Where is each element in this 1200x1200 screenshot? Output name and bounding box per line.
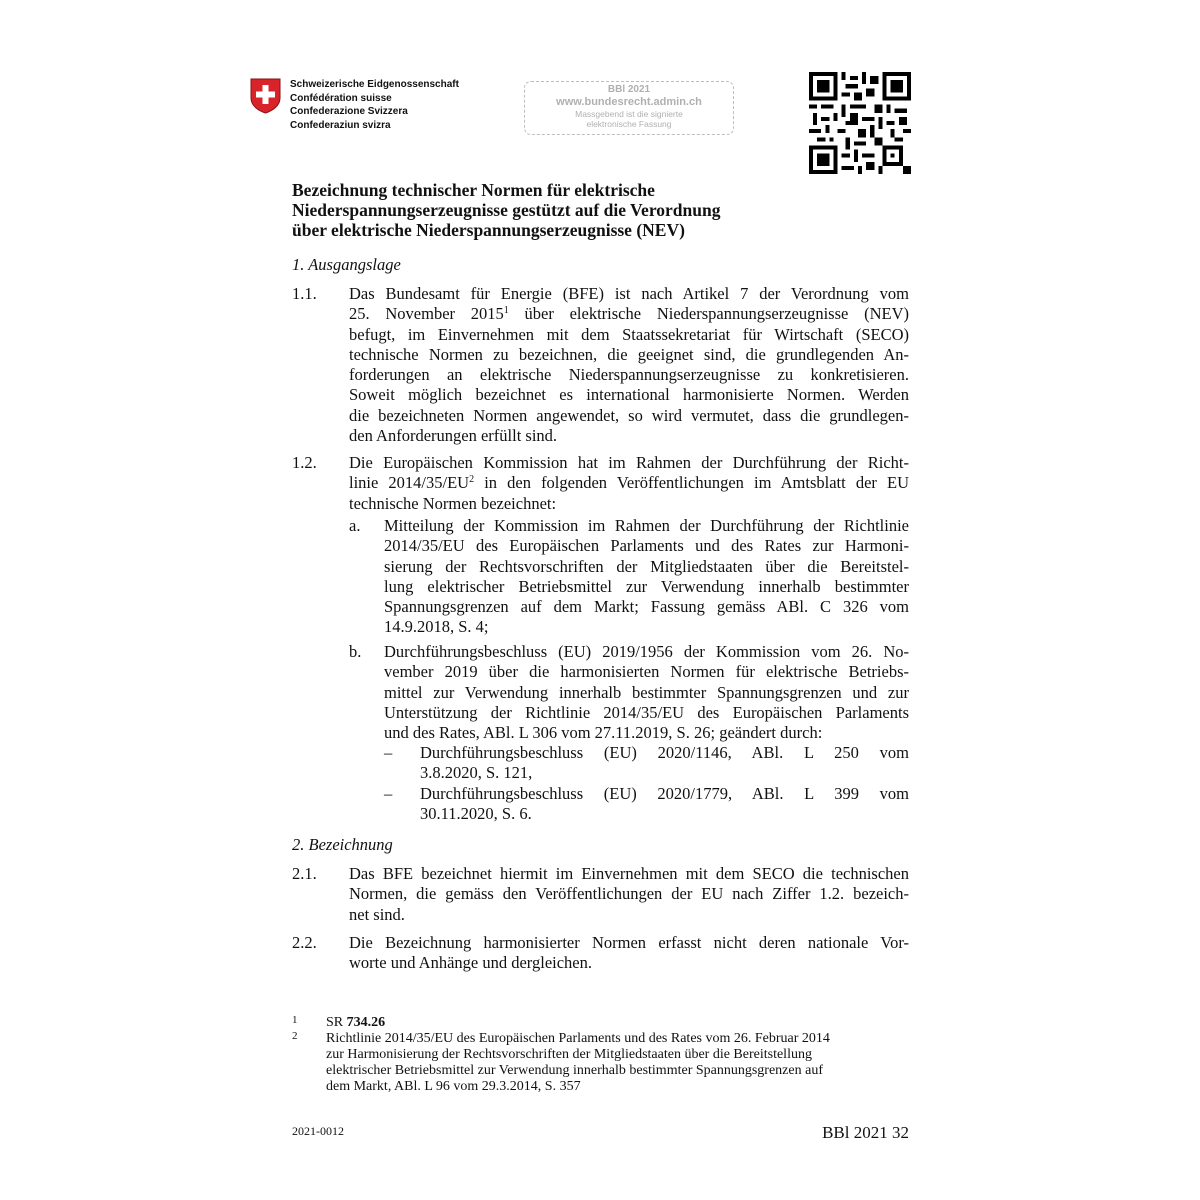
list-label: b. xyxy=(349,642,362,661)
text-line: Normen, die gemäss den Veröffentlichungen der EU nach Ziffer 1.2. bezeich- xyxy=(349,884,909,904)
paragraph-number: 1.1. xyxy=(292,284,317,303)
title-line: Niederspannungserzeugnisse gestützt auf die Verordnung xyxy=(292,200,721,220)
publication-stamp xyxy=(524,81,734,135)
text-line: forderungen an elektrische Niederspannungserzeugnisse zu konkretisieren. xyxy=(349,365,909,385)
text-span: linie 2014/35/EU xyxy=(349,473,470,493)
page-reference: BBl 2021 32 xyxy=(822,1123,909,1142)
text-span: über elektrische Niederspannungserzeugnisse (NEV) xyxy=(508,304,909,324)
text-line: befugt, im Einvernehmen mit dem Staatssekretariat für Wirtschaft (SECO) xyxy=(349,324,909,344)
text-line: Unterstützung der Richtlinie 2014/35/EU des Europäischen Parlaments xyxy=(384,702,909,722)
qr-code-icon xyxy=(809,72,911,174)
title-line: über elektrische Niederspannungserzeugnisse (NEV) xyxy=(292,220,685,240)
text-line: Das BFE bezeichnet hiermit im Einvernehmen mit dem SECO die technischen xyxy=(349,864,909,883)
text-line: 2014/35/EU des Europäischen Parlaments und des Rates zur Harmoni- xyxy=(384,536,909,556)
text-line: vember 2019 über die harmonisierten Normen für elektrische Betriebs- xyxy=(384,662,909,682)
text-line: 14.9.2018, S. 4; xyxy=(384,617,489,637)
text-line: lung elektrischer Betriebsmittel zur Verwendung innerhalb bestimmter xyxy=(384,576,909,596)
paragraph-number: 2.1. xyxy=(292,864,317,883)
list-dash-item xyxy=(384,743,909,784)
footnote-number: 1 xyxy=(292,1014,298,1026)
confederation-name-de: Schweizerische Eidgenossenschaft xyxy=(290,79,459,90)
paragraph-2-2 xyxy=(292,933,909,974)
paragraph-1-2 xyxy=(292,453,909,514)
footnotes xyxy=(292,1015,912,1095)
text-line xyxy=(349,473,909,493)
section-heading-bezeichnung: 2. Bezeichnung xyxy=(292,835,393,854)
dash-label: – xyxy=(384,784,393,803)
text-line: 3.8.2020, S. 121, xyxy=(420,763,533,783)
text-line: Die Europäischen Kommission hat im Rahmen der Durchführung der Richt- xyxy=(349,453,909,472)
text-line: die bezeichneten Normen angewendet, so wird vermutet, dass die grundlegen- xyxy=(349,405,909,425)
page-header xyxy=(250,72,912,172)
confederation-name-rm: Confederaziun svizra xyxy=(290,119,391,131)
swiss-crest-icon xyxy=(250,78,281,114)
section-heading-ausgangslage: 1. Ausgangslage xyxy=(292,255,401,274)
text-line: net sind. xyxy=(349,904,405,924)
confederation-names xyxy=(290,78,459,132)
sr-number-link[interactable]: 734.26 xyxy=(346,1015,386,1030)
stamp-url: www.bundesrecht.admin.ch xyxy=(556,96,702,108)
text-line: Das Bundesamt für Energie (BFE) ist nach Artikel 7 der Verordnung vom xyxy=(349,284,909,303)
text-line: Durchführungsbeschluss (EU) 2019/1956 der Kommission vom 26. No- xyxy=(384,642,909,661)
text-line: sierung der Rechtsvorschriften der Mitgliedstaaten über die Bereitstel- xyxy=(384,556,909,576)
text-line: technische Normen zu bezeichnen, die geeignet sind, die grundlegenden An- xyxy=(349,344,909,364)
text-line: worte und Anhänge und dergleichen. xyxy=(349,953,593,973)
text-line: 30.11.2020, S. 6. xyxy=(420,804,532,824)
text-line: Soweit möglich bezeichnet es international harmonisierte Normen. Werden xyxy=(349,385,909,405)
paragraph-number: 2.2. xyxy=(292,933,317,952)
footnote-2 xyxy=(292,1031,912,1095)
footnote-ref-2[interactable]: 2 xyxy=(469,474,475,486)
footnote-1 xyxy=(292,1015,912,1031)
paragraph-number: 1.2. xyxy=(292,453,317,472)
list-item-a xyxy=(349,516,909,638)
stamp-line: elektronische Fassung xyxy=(586,119,672,129)
confederation-name-it: Confederazione Svizzera xyxy=(290,106,408,117)
paragraph-2-1 xyxy=(292,864,909,925)
footnote-line: dem Markt, ABl. L 96 vom 29.3.2014, S. 357 xyxy=(326,1079,581,1094)
text-line: Durchführungsbeschluss (EU) 2020/1146, ABl. L 250 vom xyxy=(420,743,909,762)
confederation-name-fr: Confédération suisse xyxy=(290,92,392,104)
list-label: a. xyxy=(349,516,361,535)
document-id: 2021-0012 xyxy=(292,1124,344,1138)
footnote-text: SR xyxy=(326,1015,347,1030)
text-line: Spannungsgrenzen auf dem Markt; Fassung gemäss ABl. C 326 vom xyxy=(384,597,909,617)
stamp-line: Massgebend ist die signierte xyxy=(575,109,683,119)
text-line: Die Bezeichnung harmonisierter Normen erfasst nicht deren nationale Vor- xyxy=(349,933,909,952)
text-line: den Anforderungen erfüllt sind. xyxy=(349,426,558,446)
text-span: 25. November 2015 xyxy=(349,304,504,324)
text-line: technische Normen bezeichnet: xyxy=(349,493,557,513)
document-title xyxy=(292,180,832,240)
text-span: in den folgenden Veröffentlichungen im Amtsblatt der EU xyxy=(474,473,909,493)
list-dash-item xyxy=(384,784,909,825)
text-line xyxy=(349,304,909,324)
list-item-b xyxy=(349,642,909,743)
text-line: und des Rates, ABl. L 306 vom 27.11.2019, S. 26; geändert durch: xyxy=(384,723,823,743)
footnote-ref-1[interactable]: 1 xyxy=(503,305,509,317)
stamp-line: BBl 2021 xyxy=(607,84,651,95)
dash-label: – xyxy=(384,743,393,762)
paragraph-1-1 xyxy=(292,284,909,446)
text-line: mittel zur Verwendung innerhalb bestimmter Spannungsgrenzen und zur xyxy=(384,682,909,702)
footnote-line: zur Harmonisierung der Rechtsvorschriften der Mitgliedstaaten über die Bereitstellung xyxy=(326,1047,812,1062)
footnote-line: Richtlinie 2014/35/EU des Europäischen Parlaments und des Rates vom 26. Februar 2014 xyxy=(326,1031,830,1046)
title-line: Bezeichnung technischer Normen für elektrische xyxy=(292,180,655,200)
footnote-number: 2 xyxy=(292,1030,298,1042)
text-line: Mitteilung der Kommission im Rahmen der Durchführung der Richtlinie xyxy=(384,516,909,535)
text-line: Durchführungsbeschluss (EU) 2020/1779, ABl. L 399 vom xyxy=(420,784,909,803)
footnote-line: elektrischer Betriebsmittel zur Verwendung innerhalb bestimmter Spannungsgrenzen auf xyxy=(326,1063,823,1078)
